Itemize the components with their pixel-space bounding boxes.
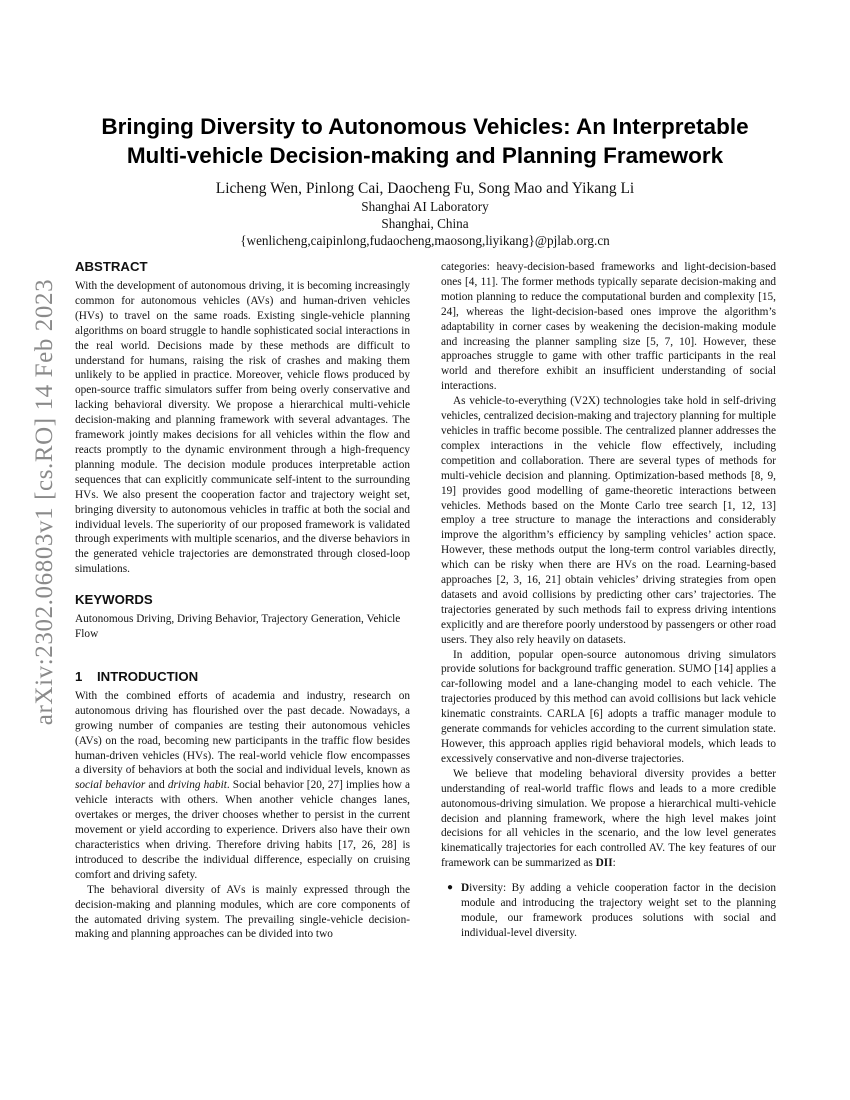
bullet-icon: ●	[447, 882, 454, 894]
social-behavior-term: social behavior	[75, 779, 146, 792]
paper-title-line-1: Bringing Diversity to Autonomous Vehicles: An Interpretable	[101, 114, 749, 139]
paper-title	[75, 112, 775, 170]
arxiv-identifier: arXiv:2302.06803v1 [cs.RO] 14 Feb 2023	[31, 278, 58, 726]
feature-initial: D	[461, 882, 470, 895]
author-list: Licheng Wen, Pinlong Cai, Daocheng Fu, Song Mao and Yikang Li	[215, 180, 635, 197]
paper-title-line-2: Multi-vehicle Decision-making and Planning Framework	[126, 143, 724, 168]
intro-paragraph-5: We believe that modeling behavioral diversity provides a better understanding of real-world traffic flows and leads to a more credible autonomous-driving simulation. We propose a hierarchical multi-vehicle decision and planning framework, where the high level makes joint decisions for all vehicles in the scenario, and the low level generates kinematically trajectories for each controlled AV. The key features of our framework can be summarized as DII:	[441, 767, 776, 870]
right-column	[441, 260, 776, 941]
dii-acronym: DII	[595, 857, 613, 870]
abstract-heading: ABSTRACT	[75, 259, 148, 274]
keywords-text: Autonomous Driving, Driving Behavior, Trajectory Generation, Vehicle Flow	[75, 613, 401, 641]
intro-paragraph-3: As vehicle-to-everything (V2X) technologies take hold in self-driving vehicles, centralized decision-making and trajectory planning for multiple vehicles in traffic become possible. The centralized planner addresses the complex interactions in the vehicle flow effectively, including competition and collaboration. There are several types of methods for multi-vehicle decision and planning. Optimization-based methods [8, 9, 19] provides good modelling of game-theoretic interactions between vehicles. Methods based on the Monte Carlo tree search [1, 12, 13] employ a tree structure to manage the interactions and considerably improve the algorithm’s efficiency by sampling vehicles’ action space. However, these methods output the long-term control variables directly, which can be risky when there are HVs on the road. Learning-based approaches [2, 3, 16, 21] obtain vehicles’ driving strategies from open datasets and avoid collisions by predicting other cars’ trajectories. The trajectories generated by such methods fail to express driving intentions explicitly and are therefore poorly understood by passengers or other road users. They also rely heavily on datasets.	[441, 395, 776, 646]
section-title: INTRODUCTION	[97, 668, 199, 684]
intro-paragraph-2-continued: categories: heavy-decision-based frameworks and light-decision-based ones [4, 11]. The former methods typically separate decision-making and motion planning to reduce the computational burden and complexity [15, 24], whereas the light-decision-based ones improve the algorithm’s adaptability in corner cases by weakening the decision-making module and increasing the planner sampling size [5, 7, 10]. However, these approaches struggle to game with other traffic participants in the real world and therefore exhibit an insufficient understanding of social interactions.	[441, 261, 776, 393]
title-block	[75, 112, 775, 249]
section-number: 1	[75, 668, 83, 684]
feature-list	[441, 881, 776, 941]
author-emails: {wenlicheng,caipinlong,fudaocheng,maosong,liyikang}@pjlab.org.cn	[240, 233, 610, 248]
abstract-text: With the development of autonomous driving, it is becoming increasingly common for autonomous vehicles (AVs) and human-driven vehicles (HVs) to travel on the same roads. Existing single-vehicle planning algorithms on board struggle to handle sophisticated social interactions in the real world. Decisions made by these methods are difficult to understand for humans, raising the risk of crashes and making them unlikely to be applied in practice. Moreover, vehicle flows produced by open-source traffic simulators suffer from being overly conservative and lacking behavioral diversity. We propose a hierarchical multi-vehicle decision-making and planning framework with several advantages. The framework jointly makes decisions for all vehicles within the flow and reacts promptly to the dynamic environment through a high-frequency planning module. The decision module produces interpretable action sequences that can explicitly communicate self-intent to the surrounding HVs. We also present the cooperation factor and trajectory weight set, bringing diversity to autonomous vehicles in traffic at both the social and individual levels. The superiority of our proposed framework is validated through experiments with multiple scenarios, and the diverse behaviors in the generated vehicle trajectories are demonstrated through closed-loop simulations.	[75, 280, 410, 576]
location: Shanghai, China	[381, 216, 469, 231]
left-column	[75, 258, 410, 942]
feature-text: iversity: By adding a vehicle cooperation factor in the decision module and introducing the trajectory weight set to the planning module, our framework produces solutions with social and individual-level diversity.	[461, 882, 776, 939]
keywords-heading: KEYWORDS	[75, 592, 153, 608]
intro-paragraph-2: The behavioral diversity of AVs is mainly expressed through the decision-making and planning modules, which are core components of the automated driving system. The prevailing single-vehicle decision-making and planning approaches can be divided into two	[75, 883, 410, 941]
introduction-heading	[75, 668, 410, 685]
arxiv-stamp	[28, 278, 62, 726]
intro-paragraph-1: With the combined efforts of academia and industry, research on autonomous driving has flourished over the past decade. Nowadays, a growing number of companies are testing their autonomous vehicles (AVs) on the road, becoming new participants in the traffic flow besides human-driven vehicles (HVs). The real-world vehicle flow encompasses a diversity of behaviors at both the social and individual levels, known as social behavior and driving habit. Social behavior [20, 27] implies how a vehicle interacts with others. When another vehicle changes lanes, overtakes or merges, the driver chooses whether to persist in the current movement or yield according to experience. Drivers also have their own characteristics when driving. Therefore driving habits [17, 26, 28] is introduced to describe the individual difference, especially on cruising comfort and driving safety.	[75, 689, 410, 881]
affiliation: Shanghai AI Laboratory	[361, 199, 489, 214]
feature-list-item	[447, 881, 776, 941]
intro-paragraph-4: In addition, popular open-source autonomous driving simulators provide solutions for background traffic generation. SUMO [14] applies a car-following model and a lane-changing model to each vehicle. The trajectories produced by this method can avoid collisions but lack vehicle kinematic constraints. CARLA [6] adopts a traffic manager module to generate commands for vehicles according to the current simulation state. However, this approach applies rigid behavioral models, which leads to excessively conservative and non-diverse trajectories.	[441, 648, 776, 765]
driving-habit-term: driving habit	[167, 779, 227, 792]
